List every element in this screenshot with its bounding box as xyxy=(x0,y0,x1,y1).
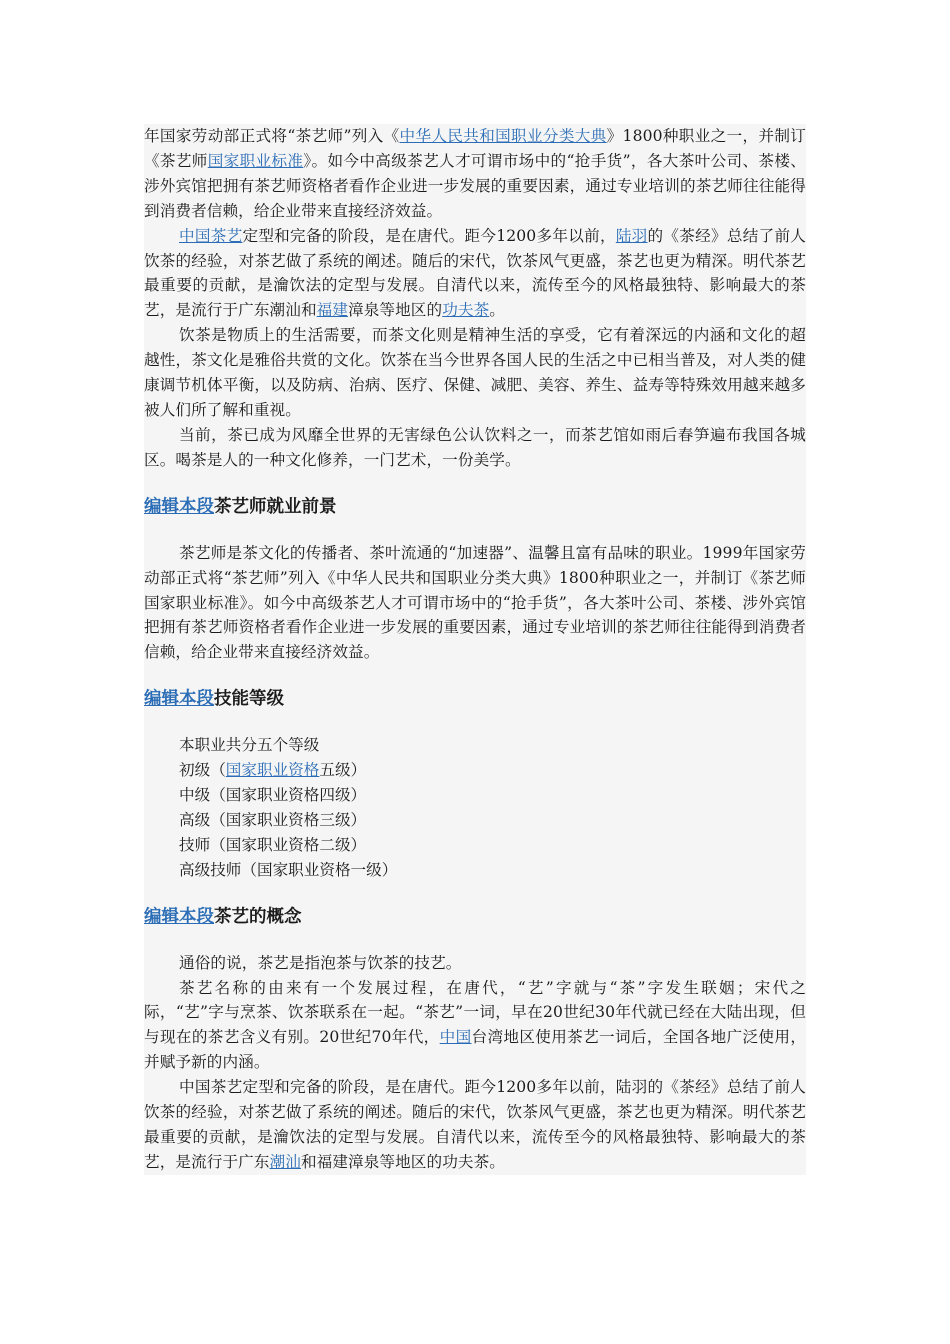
text-run: 漳泉等地区的 xyxy=(348,301,443,320)
intro-paragraph-3: 饮茶是物质上的生活需要，而茶文化则是精神生活的享受，它有着深远的内涵和文化的超越性，茶文化是雅俗共赏的文化。饮茶在当今世界各国人民的生活之中已相当普及，对人类的健康调节机体平衡，以及防病、治病、医疗、保健、减肥、美容、养生、益寿等特殊效用越来越多被人们所了解和重视。 xyxy=(144,326,806,419)
text-run: 的《茶经》总结了前人饮茶的经验，对茶艺做了系统的阐述。随后的宋代，饮茶风气更盛，茶艺也更为精深。明代茶艺最重要的贡献，是瀹饮法的定型与发展。自清代以来，流传至今的风格最独特、影响最大的茶艺，是流行于广东潮汕和 xyxy=(144,226,806,320)
link-chaoshan[interactable]: 潮汕 xyxy=(269,1152,301,1171)
skill-level-item: 中级（国家职业资格四级） xyxy=(179,786,367,805)
text-run: 和福建漳泉等地区的功夫茶。 xyxy=(300,1152,505,1171)
article-body xyxy=(144,124,806,1175)
link-occupation-classification[interactable]: 中华人民共和国职业分类大典 xyxy=(399,127,607,145)
intro-paragraph-4: 当前，茶已成为风靡全世界的无害绿色公认饮料之一，而茶艺馆如雨后春笋遍布我国各城区。喝茶是人的一种文化修养，一门艺术，一份美学。 xyxy=(144,425,806,469)
skill-level-item: 高级（国家职业资格三级） xyxy=(179,810,367,829)
text-run: 五级） xyxy=(319,761,367,780)
link-fujian[interactable]: 福建 xyxy=(316,301,349,320)
edit-section-link[interactable]: 编辑本段 xyxy=(144,689,214,710)
intro-paragraph-2 xyxy=(144,224,806,324)
text-run: 》1800种职业之一，并制订《茶艺师 xyxy=(144,127,806,170)
text-run: 定型和完备的阶段，是在唐代。距今1200多年以前， xyxy=(242,226,616,245)
skill-level-item: 高级技师（国家职业资格一级） xyxy=(179,860,398,879)
section-title: 技能等级 xyxy=(214,689,284,710)
link-national-vocational-standard[interactable]: 国家职业标准 xyxy=(207,151,304,170)
link-national-vocational-qualification[interactable]: 国家职业资格 xyxy=(225,761,320,780)
text-run: 台湾地区使用茶艺一词后，全国各地广泛使用，并赋予新的内涵。 xyxy=(144,1028,807,1072)
skill-level-intro: 本职业共分五个等级 xyxy=(179,736,320,755)
concept-paragraph-2 xyxy=(144,976,806,1076)
skill-level-list xyxy=(144,733,806,882)
text-run: 中国茶艺定型和完备的阶段，是在唐代。距今1200多年以前，陆羽的《茶经》总结了前人饮茶的经验，对茶艺做了系统的阐述。随后的宋代，饮茶风气更盛，茶艺也更为精深。明代茶艺最重要的贡献，是瀹饮法的定型与发展。自清代以来，流传至今的风格最独特、影响最大的茶艺，是流行于广东 xyxy=(144,1078,806,1171)
link-china[interactable]: 中国 xyxy=(439,1028,472,1047)
link-gongfu-tea[interactable]: 功夫茶 xyxy=(442,301,490,320)
text-run: 初级（ xyxy=(179,761,226,780)
edit-section-link[interactable]: 编辑本段 xyxy=(144,496,214,517)
skill-level-item xyxy=(144,758,806,783)
section-title: 茶艺师就业前景 xyxy=(214,496,337,517)
section-heading-employment xyxy=(144,494,806,520)
link-chinese-tea-art[interactable]: 中国茶艺 xyxy=(179,226,243,245)
section-heading-skill-levels xyxy=(144,686,806,712)
concept-paragraph-1: 通俗的说，茶艺是指泡茶与饮茶的技艺。 xyxy=(179,953,462,972)
text-run: 。 xyxy=(489,301,505,320)
text-run: 年国家劳动部正式将“茶艺师”列入《 xyxy=(144,127,400,145)
edit-section-link[interactable]: 编辑本段 xyxy=(144,906,214,927)
concept-paragraph-3 xyxy=(144,1075,806,1175)
section-heading-tea-art-concept xyxy=(144,904,806,930)
employment-paragraph: 茶艺师是茶文化的传播者、茶叶流通的“加速器”、温馨且富有品味的职业。1999年国家劳动部正式将“茶艺师”列入《中华人民共和国职业分类大典》1800种职业之一，并制订《茶艺师国家职业标准》。如今中高级茶艺人才可谓市场中的“抢手货”，各大茶叶公司、茶楼、涉外宾馆把拥有茶艺师资格者看作企业进一步发展的重要因素，通过专业培训的茶艺师往往能得到消费者信赖，给企业带来直接经济效益。 xyxy=(144,543,806,662)
section-title: 茶艺的概念 xyxy=(214,906,302,927)
text-run: 茶艺名称的由来有一个发展过程，在唐代，“艺”字就与“茶”字发生联姻；宋代之际，“艺”字与烹茶、饮茶联系在一起。“茶艺”一词，早在20世纪30年代就已经在大陆出现，但与现在的茶艺含义有别。20世纪70年代， xyxy=(144,978,806,1047)
skill-level-item: 技师（国家职业资格二级） xyxy=(179,835,367,854)
text-run: 》。如今中高级茶艺人才可谓市场中的“抢手货”，各大茶叶公司、茶楼、涉外宾馆把拥有茶艺师资格者看作企业进一步发展的重要因素，通过专业培训的茶艺师往往能得到消费者信赖，给企业带来直接经济效益。 xyxy=(144,151,806,220)
intro-paragraph-1 xyxy=(144,124,806,224)
link-lu-yu[interactable]: 陆羽 xyxy=(615,226,648,245)
